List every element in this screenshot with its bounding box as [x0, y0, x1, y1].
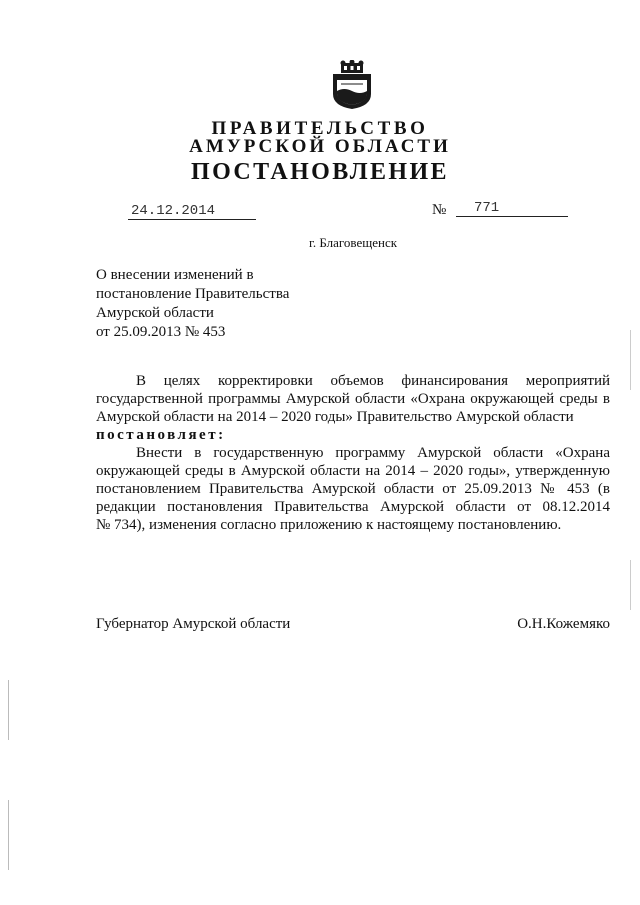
subject-line: от 25.09.2013 № 453: [96, 324, 226, 340]
scan-edge-mark: [8, 800, 9, 870]
city-name: г. Благовещенск: [308, 235, 398, 250]
body-line: государственной программы Амурской области «Охрана окружающей среды в: [96, 391, 610, 407]
scan-edge-mark: [630, 330, 631, 390]
document-date: 24.12.2014: [128, 203, 256, 220]
body-line: № 734), изменения согласно приложению к настоящему постановлению.: [96, 517, 562, 533]
scan-edge-mark: [630, 560, 631, 610]
document-body: [96, 372, 610, 534]
number-label: №: [432, 202, 447, 218]
body-line: Амурской области на 2014 – 2020 годы» Правительство Амурской области: [96, 409, 574, 425]
signatory-name: О.Н.Кожемяко: [517, 616, 610, 632]
government-title: ПРАВИТЕЛЬСТВО: [211, 118, 429, 139]
document-type-title: ПОСТАНОВЛЕНИЕ: [191, 159, 449, 185]
subject-line: О внесении изменений в: [96, 267, 254, 283]
body-line: окружающей среды в Амурской области на 2014 – 2020 годы», утвержденную: [96, 463, 610, 479]
coat-of-arms-emblem: [329, 60, 375, 110]
subject-line: постановление Правительства: [96, 286, 290, 302]
body-line: редакции постановления Правительства Амурской области от 08.12.2014: [96, 499, 610, 515]
body-line: постановлением Правительства Амурской области от 25.09.2013 № 453 (в: [96, 481, 610, 497]
subject-line: Амурской области: [96, 305, 214, 321]
region-title: АМУРСКОЙ ОБЛАСТИ: [189, 136, 451, 157]
document-number: 771: [456, 200, 568, 217]
body-line: Внести в государственную программу Амурской области «Охрана: [136, 445, 610, 461]
document-subject: [96, 266, 289, 342]
decree-word: постановляет:: [96, 427, 226, 443]
signatory-role: Губернатор Амурской области: [96, 616, 291, 632]
body-line: В целях корректировки объемов финансирования мероприятий: [136, 373, 610, 389]
scan-edge-mark: [8, 680, 9, 740]
